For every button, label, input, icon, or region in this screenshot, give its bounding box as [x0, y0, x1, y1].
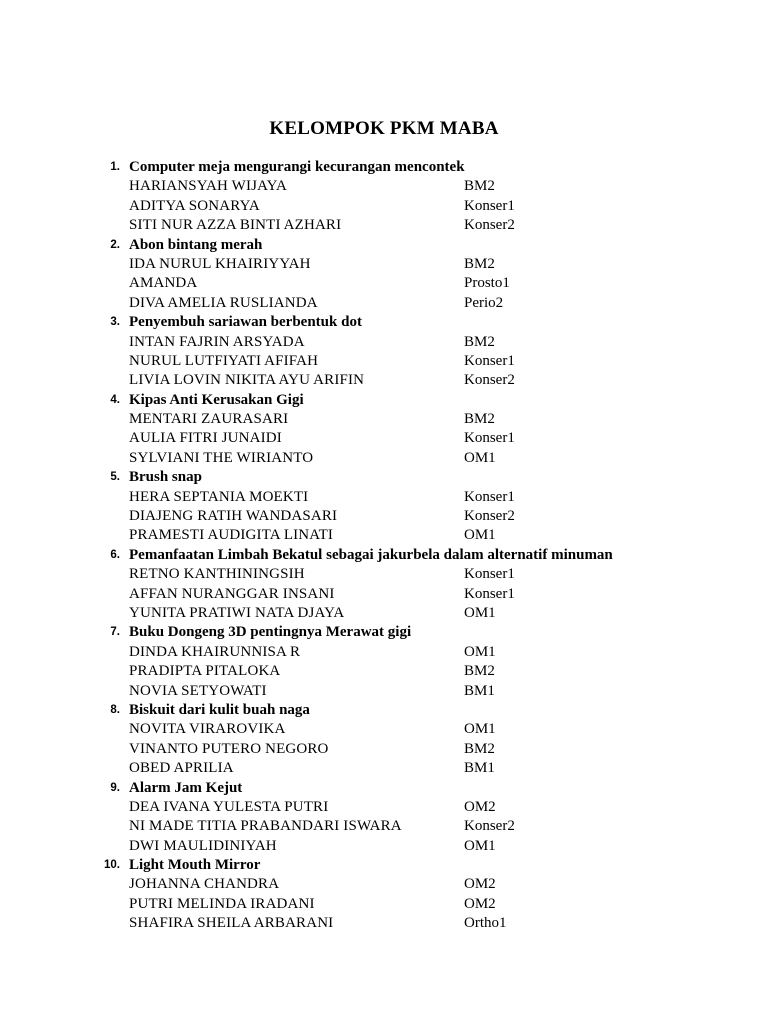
member-name: VINANTO PUTERO NEGORO	[129, 740, 329, 757]
group-number: 8.	[110, 703, 120, 716]
member-unit: Konser1	[464, 566, 515, 583]
group-topic: Buku Dongeng 3D pentingnya Merawat gigi	[129, 624, 412, 641]
member-unit: Konser2	[464, 217, 515, 234]
group-1	[0, 158, 768, 236]
member-row	[0, 837, 768, 856]
member-row	[0, 255, 768, 274]
member-name: LIVIA LOVIN NIKITA AYU ARIFIN	[129, 372, 365, 389]
group-4	[0, 391, 768, 469]
group-topic: Brush snap	[129, 469, 202, 486]
member-row	[0, 720, 768, 739]
member-name: NOVIA SETYOWATI	[129, 682, 267, 699]
group-heading	[0, 468, 768, 487]
member-unit: OM2	[464, 876, 496, 893]
member-row	[0, 197, 768, 216]
member-unit: OM1	[464, 604, 496, 621]
member-unit: BM2	[464, 255, 495, 272]
member-row	[0, 216, 768, 235]
member-name: INTAN FAJRIN ARSYADA	[129, 333, 305, 350]
member-row	[0, 817, 768, 836]
group-heading	[0, 313, 768, 332]
group-heading	[0, 236, 768, 255]
member-unit: Perio2	[464, 294, 504, 311]
group-10	[0, 856, 768, 934]
member-row	[0, 274, 768, 293]
member-name: DIVA AMELIA RUSLIANDA	[129, 294, 318, 311]
member-row	[0, 895, 768, 914]
group-topic: Computer meja mengurangi kecurangan mencontek	[129, 159, 465, 175]
group-7	[0, 623, 768, 701]
member-row	[0, 565, 768, 584]
member-unit: OM2	[464, 798, 496, 815]
member-row	[0, 429, 768, 448]
member-name: DINDA KHAIRUNNISA R	[129, 643, 301, 660]
member-name: SHAFIRA SHEILA ARBARANI	[129, 915, 334, 932]
member-name: YUNITA PRATIWI NATA DJAYA	[129, 604, 345, 621]
member-row	[0, 371, 768, 390]
member-unit: BM2	[464, 740, 495, 757]
member-unit: OM2	[464, 895, 496, 912]
member-name: JOHANNA CHANDRA	[129, 876, 280, 893]
member-row	[0, 177, 768, 196]
member-name: DEA IVANA YULESTA PUTRI	[129, 798, 329, 815]
member-unit: Ortho1	[464, 915, 507, 932]
member-unit: Konser1	[464, 430, 515, 447]
member-name: PRAMESTI AUDIGITA LINATI	[129, 527, 334, 544]
member-row	[0, 798, 768, 817]
member-row	[0, 914, 768, 933]
member-row	[0, 507, 768, 526]
member-name: PUTRI MELINDA IRADANI	[129, 895, 315, 912]
member-unit: OM1	[464, 721, 496, 738]
group-heading	[0, 623, 768, 642]
group-topic: Kipas Anti Kerusakan Gigi	[129, 391, 304, 408]
member-name: AULIA FITRI JUNAIDI	[129, 430, 282, 447]
member-unit: Konser2	[464, 508, 515, 525]
member-name: NI MADE TITIA PRABANDARI ISWARA	[129, 818, 402, 835]
member-name: DIAJENG RATIH WANDASARI	[129, 508, 338, 525]
member-unit: Konser1	[464, 352, 515, 369]
group-number: 4.	[110, 393, 120, 406]
member-unit: BM1	[464, 760, 495, 777]
member-name: SITI NUR AZZA BINTI AZHARI	[129, 217, 342, 234]
member-name: AMANDA	[129, 275, 198, 292]
member-name: MENTARI ZAURASARI	[129, 411, 289, 428]
group-number: 2.	[110, 238, 120, 251]
group-5	[0, 468, 768, 546]
member-name: NURUL LUTFIYATI AFIFAH	[129, 352, 319, 369]
group-number: 9.	[110, 781, 120, 794]
member-name: OBED APRILIA	[129, 760, 234, 777]
member-unit: OM1	[464, 837, 496, 854]
member-row	[0, 740, 768, 759]
member-row	[0, 488, 768, 507]
member-row	[0, 410, 768, 429]
member-name: DWI MAULIDINIYAH	[129, 837, 277, 854]
member-unit: Konser1	[464, 585, 515, 602]
group-heading	[0, 546, 768, 565]
group-number: 7.	[110, 626, 120, 639]
member-name: RETNO KANTHININGSIH	[129, 566, 305, 583]
member-name: ADITYA SONARYA	[129, 197, 260, 214]
member-row	[0, 662, 768, 681]
member-row	[0, 643, 768, 662]
member-row	[0, 294, 768, 313]
member-row	[0, 333, 768, 352]
group-topic: Abon bintang merah	[129, 236, 263, 253]
member-unit: Konser2	[464, 818, 515, 835]
member-row	[0, 526, 768, 545]
group-number: 10.	[104, 859, 120, 872]
member-name: IDA NURUL KHAIRIYYAH	[129, 255, 311, 272]
member-row	[0, 585, 768, 604]
group-topic: Biskuit dari kulit buah naga	[129, 701, 310, 718]
group-number: 5.	[110, 471, 120, 484]
member-unit: BM1	[464, 682, 495, 699]
group-number: 3.	[110, 316, 120, 329]
member-unit: BM2	[464, 411, 495, 428]
group-3	[0, 313, 768, 391]
group-topic: Alarm Jam Kejut	[129, 779, 243, 796]
group-heading	[0, 158, 768, 177]
member-unit: OM1	[464, 643, 496, 660]
member-unit: Konser1	[464, 488, 515, 505]
group-6	[0, 546, 768, 624]
page-title: KELOMPOK PKM MABA	[269, 118, 499, 139]
member-unit: BM2	[464, 333, 495, 350]
group-8	[0, 701, 768, 779]
group-heading	[0, 391, 768, 410]
member-row	[0, 875, 768, 894]
group-topic: Light Mouth Mirror	[129, 857, 261, 874]
group-topic: Pemanfaatan Limbah Bekatul sebagai jakurbela dalam alternatif minuman	[129, 546, 613, 563]
member-name: NOVITA VIRAROVIKA	[129, 721, 286, 738]
member-name: HERA SEPTANIA MOEKTI	[129, 488, 309, 505]
member-name: HARIANSYAH WIJAYA	[129, 178, 287, 195]
member-unit: Prosto1	[464, 275, 510, 292]
member-unit: OM1	[464, 527, 496, 544]
member-row	[0, 604, 768, 623]
group-number: 6.	[110, 548, 120, 561]
group-number: 1.	[110, 161, 120, 173]
member-row	[0, 759, 768, 778]
group-topic: Penyembuh sariawan berbentuk dot	[129, 314, 362, 331]
member-unit: Konser1	[464, 197, 515, 214]
member-name: AFFAN NURANGGAR INSANI	[129, 585, 335, 602]
member-name: SYLVIANI THE WIRIANTO	[129, 449, 314, 466]
group-heading	[0, 856, 768, 875]
member-row	[0, 449, 768, 468]
group-9	[0, 779, 768, 857]
member-row	[0, 682, 768, 701]
member-unit: BM2	[464, 178, 495, 195]
member-name: PRADIPTA PITALOKA	[129, 663, 281, 680]
group-list	[0, 158, 768, 934]
group-2	[0, 236, 768, 314]
member-unit: BM2	[464, 663, 495, 680]
member-unit: OM1	[464, 449, 496, 466]
group-heading	[0, 779, 768, 798]
member-row	[0, 352, 768, 371]
group-heading	[0, 701, 768, 720]
member-unit: Konser2	[464, 372, 515, 389]
